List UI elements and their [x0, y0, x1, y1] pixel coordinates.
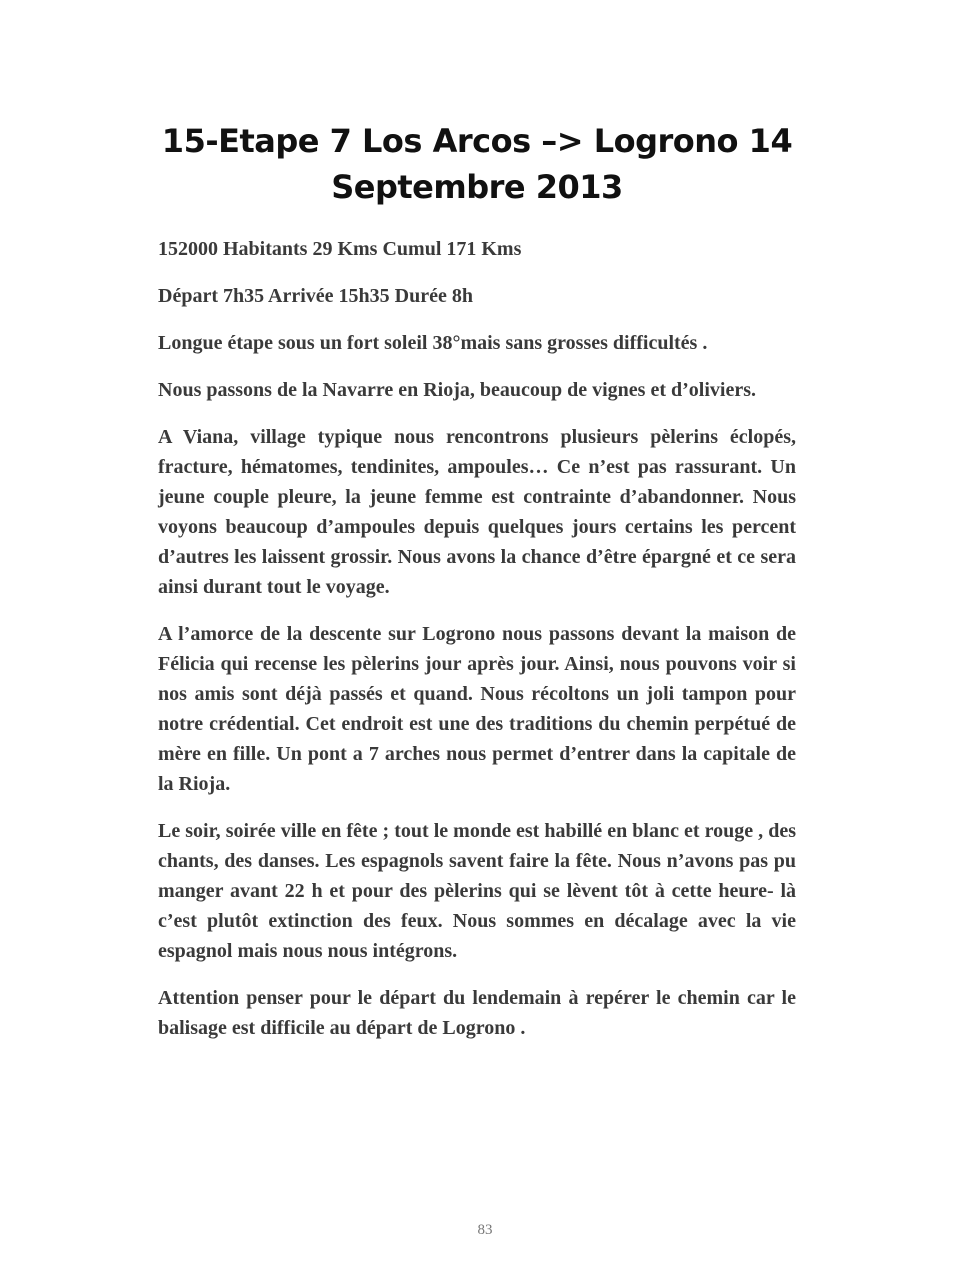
page-number: 83: [477, 1222, 493, 1238]
paragraph-region: Nous passons de la Navarre en Rioja, beaucoup de vignes et d’oliviers.: [158, 379, 756, 401]
paragraph-weather: Longue étape sous un fort soleil 38°mais sans grosses difficultés .: [158, 332, 708, 354]
paragraph-felicia: A l’amorce de la descente sur Logrono nous passons devant la maison de Félicia qui recense les pèlerins jour après jour. Ainsi, nous pouvons voir si nos amis sont déjà passés et quand. Nous récoltons un joli tampon pour notre crédential. Cet endroit est une des traditions du chemin perpétué de mère en fille. Un pont a 7 arches nous permet d’entrer dans la capitale de la Rioja.: [158, 623, 796, 795]
paragraph-evening: Le soir, soirée ville en fête ; tout le monde est habillé en blanc et rouge , des chants, des danses. Les espagnols savent faire la fête. Nous n’avons pas pu manger avant 22 h et pour des pèlerins qui se lèvent tôt à cette heure- là c’est plutôt extinction des feux. Nous sommes en décalage avec la vie espagnol mais nous nous intégrons.: [158, 820, 796, 962]
document-body: [158, 234, 796, 1060]
page-title: 15-Etape 7 Los Arcos –> Logrono 14 Septembre 2013: [161, 122, 793, 206]
paragraph-attention: Attention penser pour le départ du lendemain à repérer le chemin car le balisage est difficile au départ de Logrono .: [158, 987, 796, 1039]
paragraph-schedule: Départ 7h35 Arrivée 15h35 Durée 8h: [158, 285, 473, 307]
paragraph-stats: 152000 Habitants 29 Kms Cumul 171 Kms: [158, 238, 522, 260]
paragraph-viana: A Viana, village typique nous rencontrons plusieurs pèlerins éclopés, fracture, hématomes, tendinites, ampoules… Ce n’est pas rassurant. Un jeune couple pleure, la jeune femme est contrainte d’abandonner. Nous voyons beaucoup d’ampoules depuis quelques jours certains les percent d’autres les laissent grossir. Nous avons la chance d’être épargné et ce sera ainsi durant tout le voyage.: [158, 426, 796, 598]
